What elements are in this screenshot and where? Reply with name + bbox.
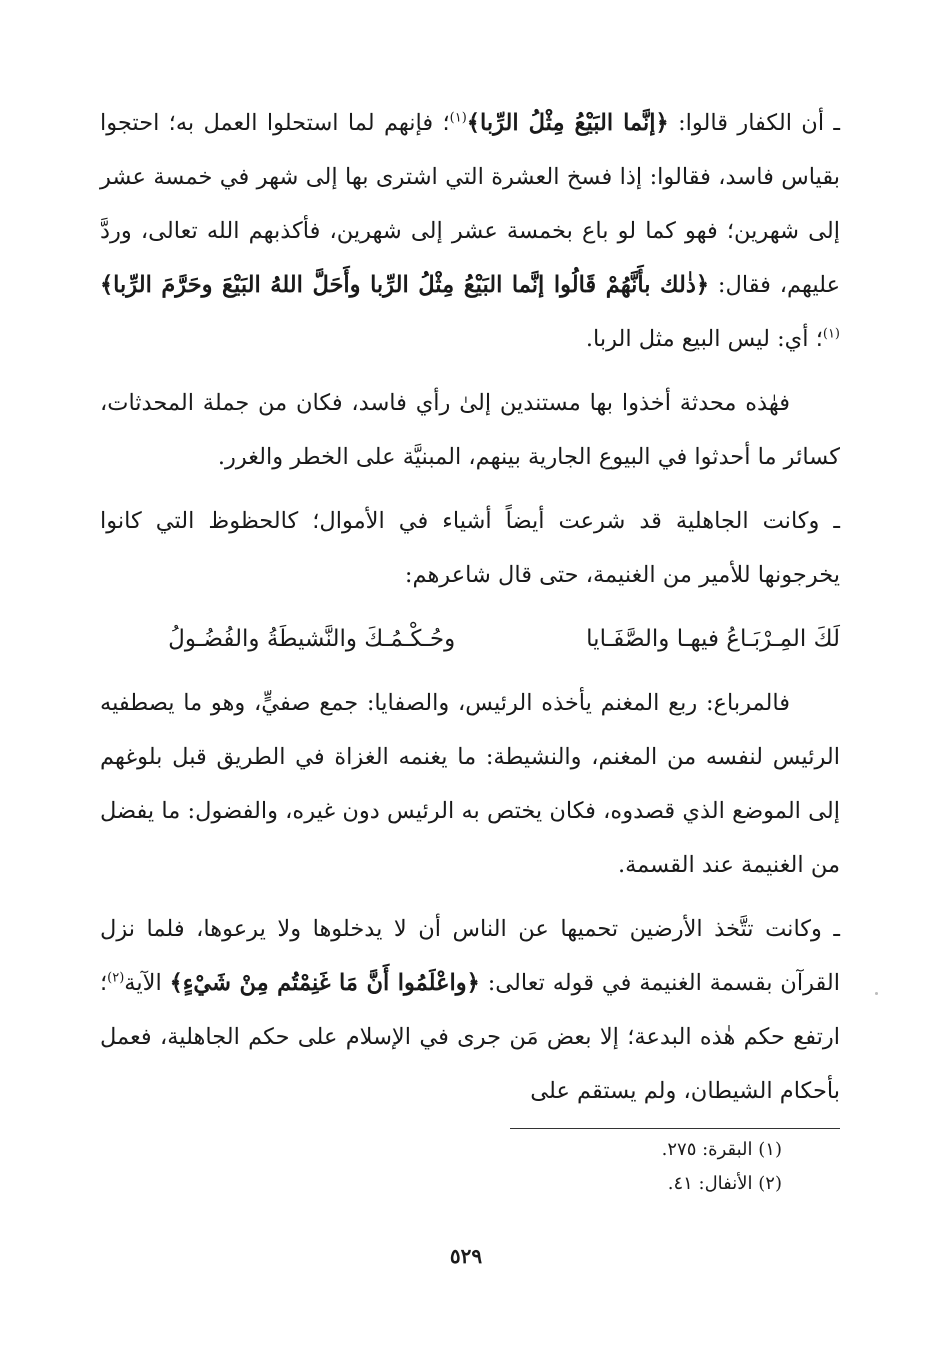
footnote-ref-1b: (١)	[822, 326, 840, 342]
paragraph-1-text-c: ؛ أي: ليس البيع مثل الربا.	[585, 326, 823, 352]
quran-quote-2: ﴿ذٰلك بأَنَّهُمْ قَالُوا إنَّما البَيْعُ مِثْلُ الرِّبا وأَحَلَّ اللهُ البَيْعَ وحَرَّمَ الرِّبا﴾	[100, 272, 710, 298]
paragraph-5-text-b: الآية	[124, 970, 170, 996]
paragraph-5-text-c: ؛ ارتفع حكم هٰذه البدعة؛ إلا بعض مَن جرى في الإسلام على حكم الجاهلية، فعمل بأحكام الشيطان، ولم يستقم على	[100, 970, 840, 1104]
paragraph-3: ـ وكانت الجاهلية قد شرعت أيضاً أشياء في الأموال؛ كالحظوظ التي كانوا يخرجونها للأمير من الغنيمة، حتى قال شاعرهم:	[100, 508, 840, 588]
poem-hemistich-2: وحُـكْـمُـكَ والنَّشيطَةُ والفُضُـولُ	[168, 626, 456, 652]
page-number: ٥٢٩	[449, 1244, 483, 1268]
paragraph-2: فهٰذه محدثة أخذوا بها مستندين إلىٰ رأي فاسد، فكان من جملة المحدثات، كسائر ما أحدثوا في البيوع الجارية بينهم، المبنيَّة على الخطر والغرر.	[100, 390, 840, 470]
footnote-ref-1: (١)	[449, 110, 467, 126]
paragraph-5-text-a: ـ وكانت تتَّخذ الأرضين تحميها عن الناس أن لا يدخلوها ولا يرعوها، فلما نزل القرآن بقسمة الغنيمة في قوله تعالى:	[100, 916, 840, 996]
paragraph-5	[100, 902, 840, 1118]
footnote-ref-2: (٢)	[107, 970, 125, 986]
poem-hemistich-1: لَكَ المِـرْبَـاعُ فيهـا والصَّفَـايا	[586, 626, 840, 652]
scan-speck	[875, 992, 878, 995]
poem-verse	[100, 612, 840, 666]
paragraph-1-text-b: ؛ فإنهم لما استحلوا العمل به؛ احتجوا بقياس فاسد، فقالوا: إذا فسخ العشرة التي اشترى بها إلى شهر في خمسة عشر إلى شهرين؛ فهو كما لو باع بخمسة عشر إلى شهرين، فأكذبهم الله تعالى، وردَّ عليهم، فقال:	[100, 110, 840, 298]
footnote-separator	[510, 1128, 840, 1129]
footnote-2: (٢) الأنفال: ٤١.	[667, 1173, 782, 1194]
quran-quote-3: ﴿واعْلَمُوا أَنَّ مَا غَنِمْتُم مِنْ شَيْءٍ﴾	[169, 970, 480, 996]
quran-quote-1: ﴿إنَّما البَيْعُ مِثْلُ الرِّبا﴾	[466, 110, 669, 136]
paragraph-4: فالمرباع: ربع المغنم يأخذه الرئيس، والصفايا: جمع صفيٍّ، وهو ما يصطفيه الرئيس لنفسه من المغنم، والنشيطة: ما يغنمه الغزاة في الطريق قبل بلوغهم إلى الموضع الذي قصدوه، فكان يختص به الرئيس دون غيره، والفضول: ما يفضل من الغنيمة عند القسمة.	[100, 690, 840, 878]
paragraph-1	[100, 96, 840, 366]
footnote-1: (١) البقرة: ٢٧٥.	[661, 1139, 782, 1160]
paragraph-1-text-a: ـ أن الكفار قالوا:	[668, 110, 840, 136]
page-body	[100, 96, 840, 1201]
